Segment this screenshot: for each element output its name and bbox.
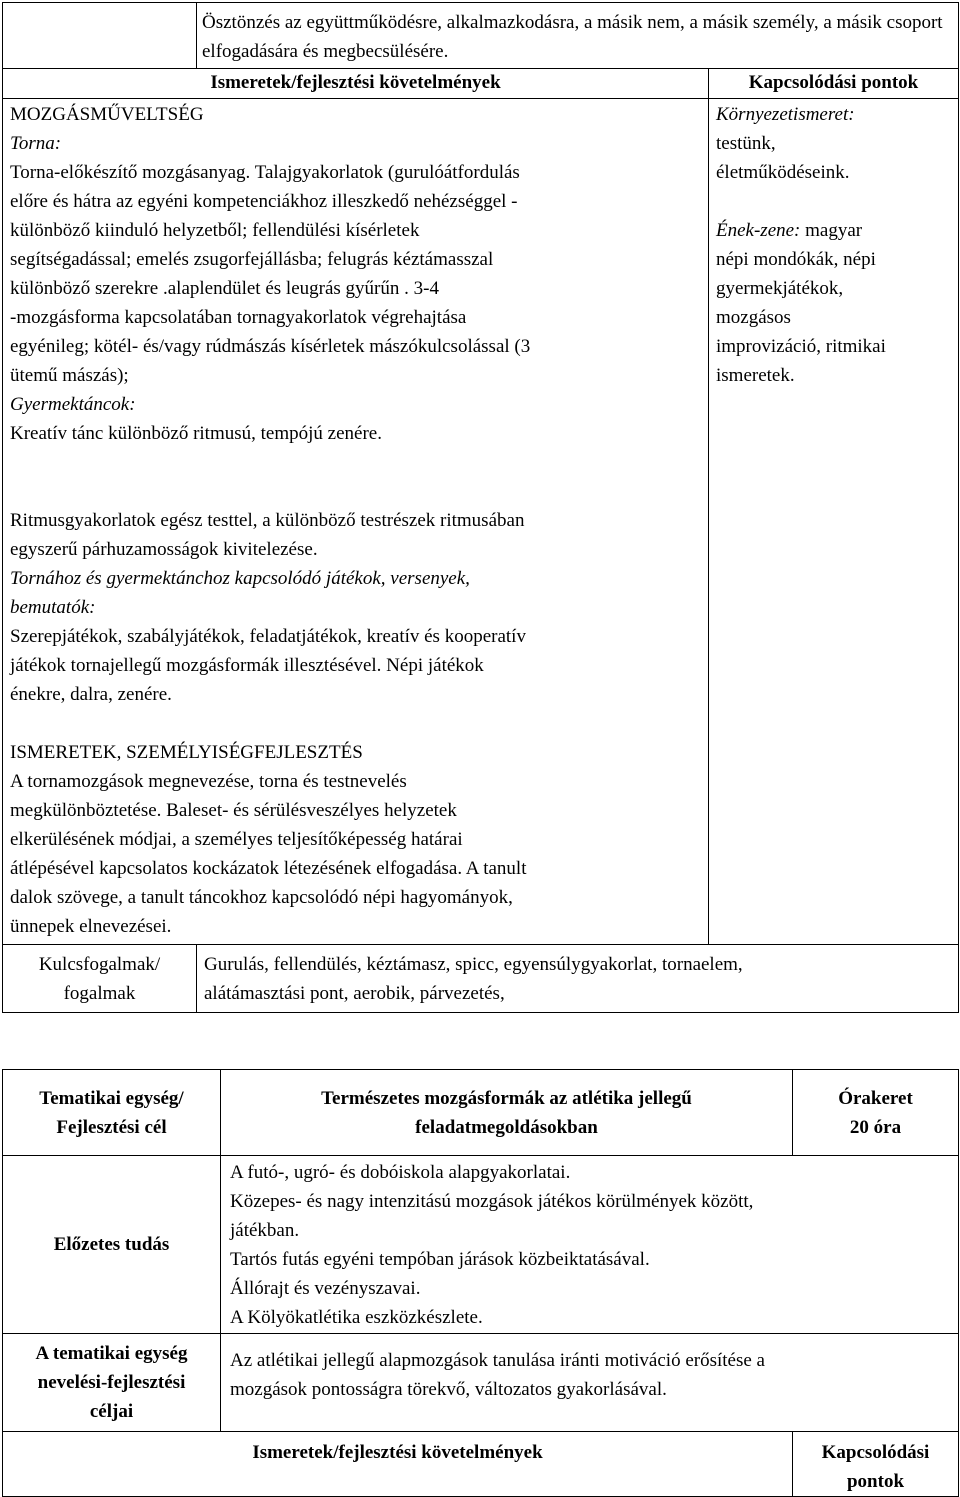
torna-line: Torna-előkészítő mozgásanyag. Talajgyakorlatok (gurulóátfordulás — [10, 162, 520, 183]
empty-cell — [3, 3, 197, 69]
jatekok-line: játékok tornajellegű mozgásformák illesztésével. Népi játékok — [10, 655, 484, 676]
header-connections — [709, 69, 959, 99]
prior-content — [221, 1156, 959, 1334]
goals-line: Az atlétikai jellegű alapmozgások tanulása iránti motiváció erősítése a — [230, 1350, 765, 1371]
header-requirements-label: Ismeretek/fejlesztési követelmények — [210, 72, 501, 93]
section-heading-mozgasmuveltseg: MOZGÁSMŰVELTSÉG — [10, 104, 204, 125]
keywords-label-line: Kulcsfogalmak/ — [38, 953, 161, 975]
hours-value: 20 óra — [849, 1116, 902, 1138]
unit-title — [221, 1070, 793, 1156]
prior-line: Állórajt és vezényszavai. — [230, 1278, 421, 1299]
motivation-text-content: Ösztönzés az együttműködésre, alkalmazkodásra, a másik nem, a másik személy, a másik csoport elfogadására és megbecsülésére. — [202, 12, 943, 62]
torna-line: előre és hátra az egyéni kompetenciákhoz illeszkedő nehézséggel - — [10, 191, 518, 212]
kornyezet-label: Környezetismeret: — [716, 104, 855, 125]
gyermektanc-label: Gyermektáncok: — [10, 394, 136, 415]
enek-line: gyermekjátékok, — [716, 278, 844, 299]
curriculum-table-top — [2, 2, 959, 1013]
unit-label-line: Tematikai egység/ — [39, 1087, 184, 1109]
prior-line: A futó-, ugró- és dobóiskola alapgyakorlatai. — [230, 1162, 571, 1183]
keywords-line: alátámasztási pont, aerobik, párvezetés, — [204, 982, 505, 1004]
torna-line: különböző kiinduló helyzetből; fellendülési kísérletek — [10, 220, 420, 241]
keywords-line: Gurulás, fellendülés, kéztámasz, spicc, egyensúlygyakorlat, tornaelem, — [204, 953, 743, 975]
header-requirements — [3, 69, 709, 99]
ismeretek-line: dalok szövege, a tanult táncokhoz kapcsolódó népi hagyományok, — [10, 887, 513, 908]
jatekok-line: Szerepjátékok, szabályjátékok, feladatjátékok, kreatív és kooperatív — [10, 626, 526, 647]
ismeretek-line: megkülönböztetése. Baleset- és sérülésveszélyes helyzetek — [10, 800, 457, 821]
goals-label — [3, 1334, 221, 1432]
jatekok-label: bemutatók: — [10, 597, 96, 618]
kornyezet-line: életműködéseink. — [716, 162, 850, 183]
torna-line: különböző szerekre .alaplendület és leugrás gyűrűn . 3-4 — [10, 278, 439, 299]
ritmus-line: egyszerű párhuzamosságok kivitelezése. — [10, 539, 318, 560]
unit-label — [3, 1070, 221, 1156]
keywords-label-line: fogalmak — [63, 982, 136, 1004]
unit-title-line: feladatmegoldásokban — [415, 1116, 598, 1138]
footer-header-connections — [793, 1432, 959, 1497]
enek-line: ismeretek. — [716, 365, 795, 386]
prior-line: A Kölyökatlétika eszközkészlete. — [230, 1307, 483, 1328]
goals-label-line: céljai — [89, 1401, 134, 1422]
enek-line: népi mondókák, népi — [716, 249, 876, 270]
unit-title-line: Természetes mozgásformák az atlétika jellegű — [321, 1087, 692, 1109]
hours — [793, 1070, 959, 1156]
prior-label — [3, 1156, 221, 1334]
gyermektanc-text: Kreatív tánc különböző ritmusú, tempójú zenére. — [10, 423, 382, 444]
ismeretek-line: ünnepek elnevezései. — [10, 916, 172, 937]
goals-label-line: nevelési-fejlesztési — [37, 1372, 186, 1393]
ismeretek-line: A tornamozgások megnevezése, torna és testnevelés — [10, 771, 407, 792]
torna-line: ütemű mászás); — [10, 365, 129, 386]
ismeretek-line: elkerülésének módjai, a személyes teljesítőképesség határai — [10, 829, 463, 850]
header-connections-label: Kapcsolódási pontok — [748, 72, 919, 93]
footer-header-requirements-label: Ismeretek/fejlesztési követelmények — [252, 1442, 543, 1463]
kornyezet-line: testünk, — [716, 133, 776, 154]
keywords-label — [3, 945, 197, 1013]
prior-label-text: Előzetes tudás — [53, 1234, 170, 1255]
enek-line: mozgásos — [716, 307, 791, 328]
torna-label: Torna: — [10, 133, 62, 154]
motivation-text — [197, 3, 959, 69]
enek-line: improvizáció, ritmikai — [716, 336, 886, 357]
prior-line: játékban. — [230, 1220, 300, 1241]
jatekok-label: Tornához és gyermektánchoz kapcsolódó játékok, versenyek, — [10, 568, 470, 589]
jatekok-line: énekre, dalra, zenére. — [10, 684, 172, 705]
requirements-content — [3, 99, 709, 945]
hours-label: Órakeret — [838, 1087, 913, 1109]
ismeretek-heading: ISMERETEK, SZEMÉLYISÉGFEJLESZTÉS — [10, 742, 363, 763]
enek-label: Ének-zene: — [716, 220, 801, 241]
footer-header-requirements — [3, 1432, 793, 1497]
ismeretek-line: átlépésével kapcsolatos kockázatok létezésének elfogadása. A tanult — [10, 858, 527, 879]
torna-line: segítségadással; emelés zsugorfejállásba; felugrás kéztámasszal — [10, 249, 494, 270]
keywords-value — [197, 945, 959, 1013]
ritmus-line: Ritmusgyakorlatok egész testtel, a különböző testrészek ritmusában — [10, 510, 525, 531]
connections-content — [709, 99, 959, 945]
enek-first: magyar — [800, 220, 863, 241]
torna-line: -mozgásforma kapcsolatában tornagyakorlatok végrehajtása — [10, 307, 467, 328]
goals-line: mozgások pontosságra törekvő, változatos gyakorlásával. — [230, 1379, 667, 1400]
prior-line: Tartós futás egyéni tempóban járások közbeiktatásával. — [230, 1249, 650, 1270]
unit-label-line: Fejlesztési cél — [56, 1116, 167, 1138]
curriculum-table-bottom — [2, 1069, 959, 1497]
torna-line: egyénileg; kötél- és/vagy rúdmászás kísérletek mászókulcsolással (3 — [10, 336, 531, 357]
footer-header-connections-label: Kapcsolódási pontok — [821, 1442, 930, 1492]
goals-label-line: A tematikai egység — [35, 1343, 188, 1364]
goals-content — [221, 1334, 959, 1432]
prior-line: Közepes- és nagy intenzitású mozgások játékos körülmények között, — [230, 1191, 754, 1212]
enek-first-line — [716, 216, 952, 245]
